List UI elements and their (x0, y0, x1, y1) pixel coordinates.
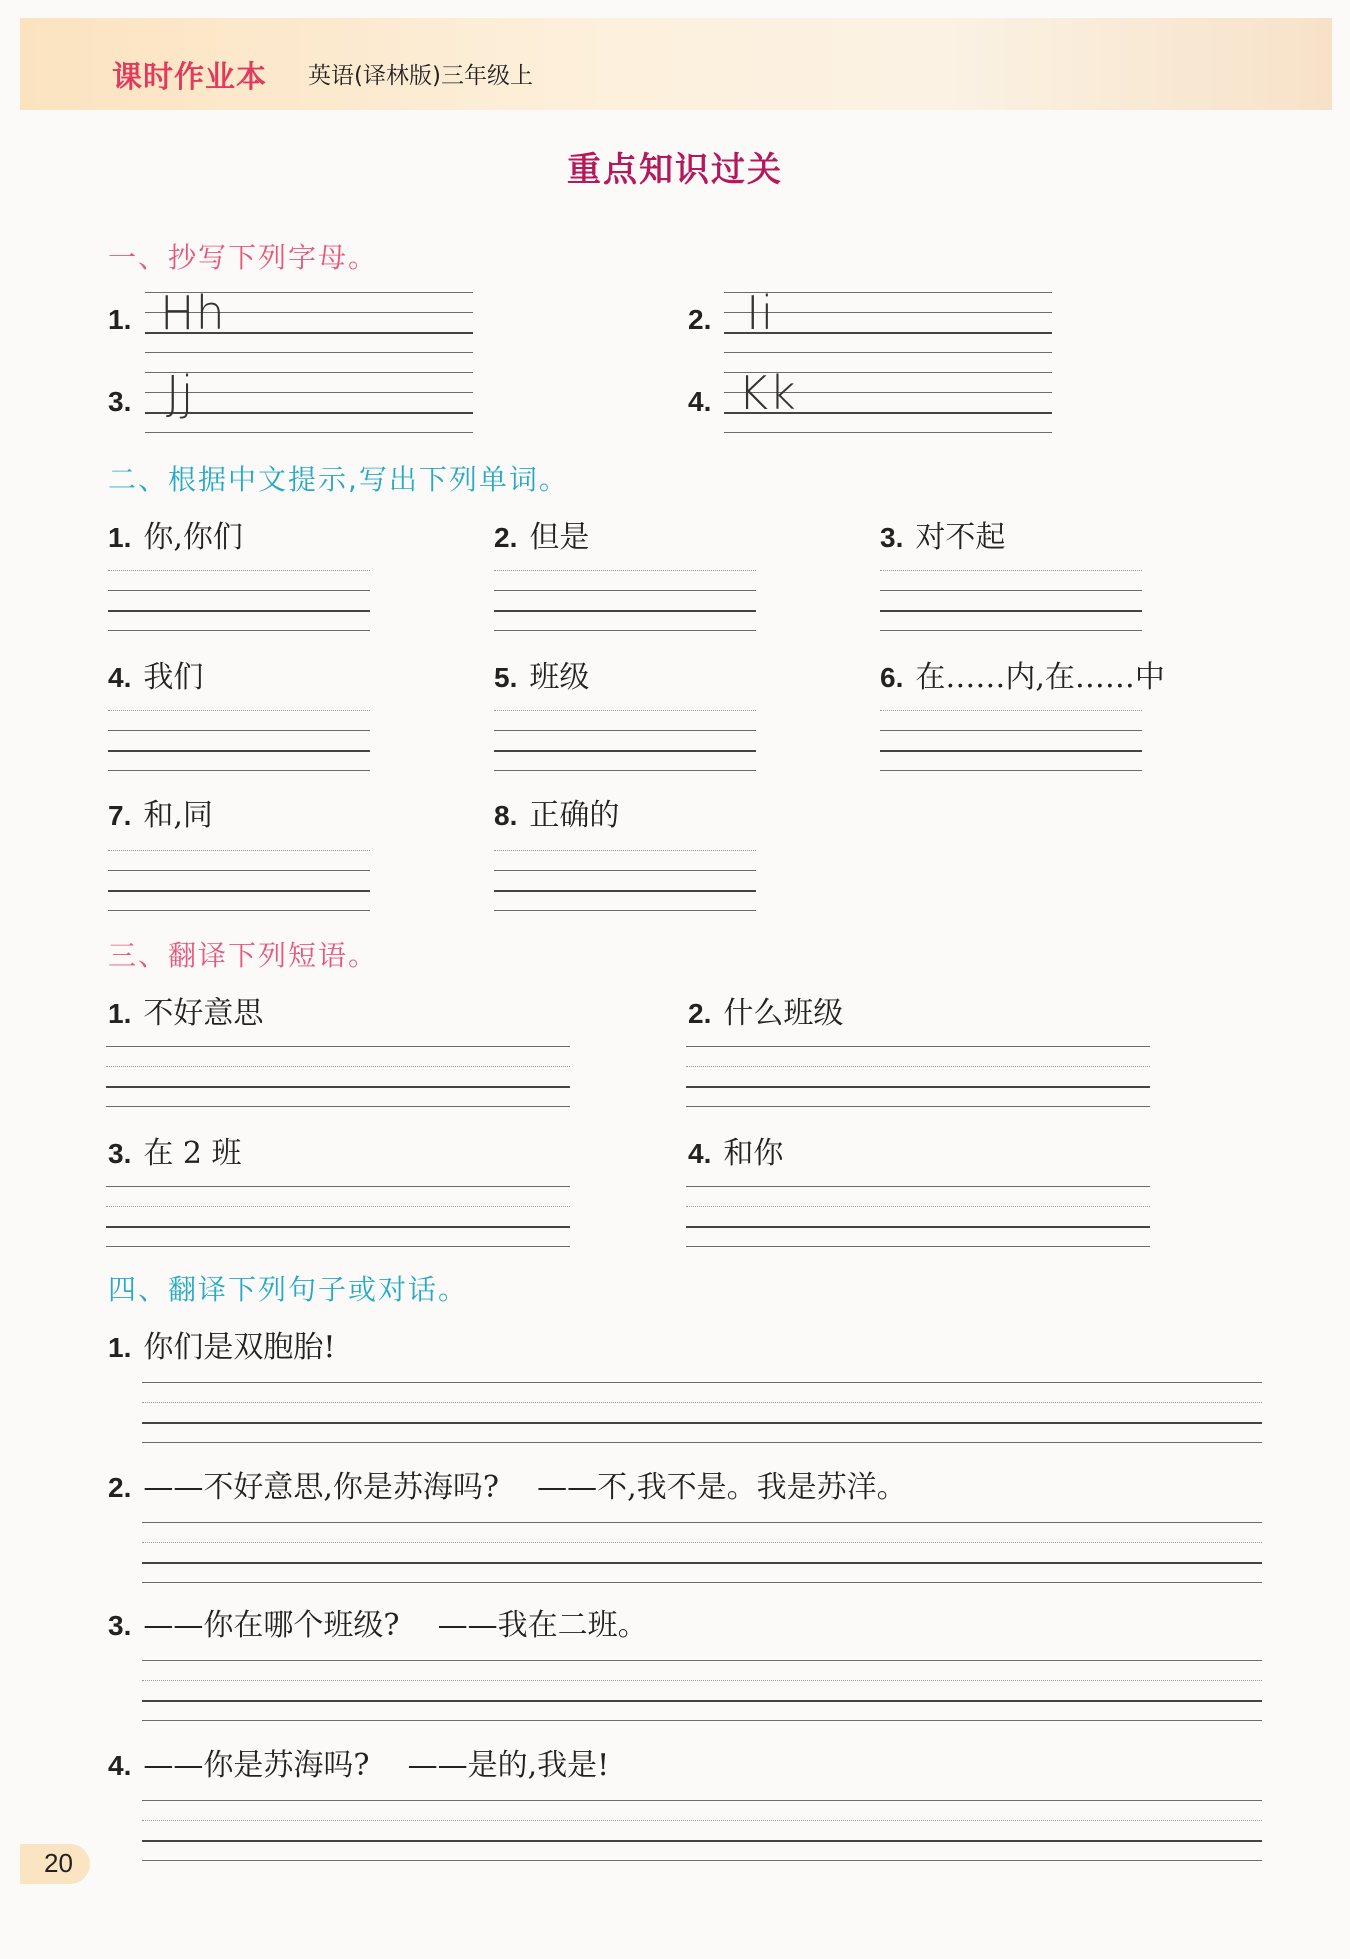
item-prompt: 正确的 (529, 798, 620, 833)
s2-answer-lines-3[interactable] (880, 570, 1142, 630)
s4-item-3 (108, 1600, 648, 1644)
s1-letter-sample-1: Hh (160, 286, 226, 340)
s3-answer-lines-1[interactable] (106, 1046, 570, 1106)
item-prompt: 和你 (723, 1136, 784, 1171)
item-number: 1. (108, 998, 132, 1029)
item-number: 4. (108, 662, 132, 693)
item-prompt: 我们 (143, 660, 204, 695)
s4-answer-lines-2[interactable] (142, 1522, 1262, 1582)
page-number: 20 (44, 1848, 73, 1878)
s2-item-4 (108, 652, 203, 696)
s2-answer-lines-2[interactable] (494, 570, 756, 630)
item-prompt: 在……内,在……中 (915, 660, 1165, 695)
book-title: 英语(译林版)三年级上 (308, 63, 533, 89)
s2-answer-lines-8[interactable] (494, 850, 756, 910)
item-prompt: 什么班级 (723, 996, 844, 1031)
s1-item-1 (108, 302, 143, 337)
s2-answer-lines-7[interactable] (108, 850, 370, 910)
item-number: 1. (108, 304, 132, 335)
s3-item-2 (688, 988, 843, 1032)
section2-heading: 二、根据中文提示,写出下列单词。 (108, 463, 569, 496)
item-number: 2. (688, 304, 712, 335)
s3-item-3 (108, 1128, 242, 1172)
s4-item-4 (108, 1740, 609, 1784)
s3-item-1 (108, 988, 263, 1032)
s1-letter-sample-3: Jj (166, 366, 195, 420)
item-prompt: 你们是双胞胎! (143, 1330, 336, 1365)
s4-answer-lines-3[interactable] (142, 1660, 1262, 1720)
item-number: 6. (880, 662, 904, 693)
item-prompt: ——你在哪个班级? ——我在二班。 (143, 1608, 648, 1643)
s1-letter-sample-4: Kk (738, 366, 797, 420)
item-number: 2. (688, 998, 712, 1029)
s2-item-8 (494, 790, 619, 834)
s2-item-3 (880, 512, 1005, 556)
item-number: 4. (108, 1750, 132, 1781)
item-prompt: 对不起 (915, 520, 1006, 555)
s3-answer-lines-3[interactable] (106, 1186, 570, 1246)
item-prompt: ——不好意思,你是苏海吗? ——不,我不是。我是苏洋。 (143, 1470, 907, 1505)
item-number: 3. (108, 1610, 132, 1641)
item-prompt: ——你是苏海吗? ——是的,我是! (143, 1748, 610, 1783)
item-prompt: 你,你们 (143, 520, 243, 555)
s2-item-1 (108, 512, 243, 556)
item-prompt: 在 2 班 (143, 1136, 242, 1171)
s4-item-1 (108, 1322, 335, 1366)
s2-answer-lines-4[interactable] (108, 710, 370, 770)
s4-answer-lines-4[interactable] (142, 1800, 1262, 1860)
brand-title: 课时作业本 (112, 60, 267, 95)
item-prompt: 但是 (529, 520, 590, 555)
item-number: 2. (494, 522, 518, 553)
section3-heading: 三、翻译下列短语。 (108, 939, 379, 972)
s4-item-2 (108, 1462, 907, 1506)
section4-heading: 四、翻译下列句子或对话。 (108, 1273, 469, 1306)
s3-answer-lines-4[interactable] (686, 1186, 1150, 1246)
s1-letter-sample-2: Ii (746, 286, 775, 340)
item-number: 4. (688, 386, 712, 417)
item-number: 8. (494, 800, 518, 831)
s2-item-2 (494, 512, 589, 556)
item-prompt: 和,同 (143, 798, 213, 833)
item-number: 3. (880, 522, 904, 553)
page-title: 重点知识过关 (567, 150, 783, 190)
s2-item-5 (494, 652, 589, 696)
s4-answer-lines-1[interactable] (142, 1382, 1262, 1442)
item-prompt: 班级 (529, 660, 590, 695)
s1-item-4 (688, 384, 723, 419)
item-number: 1. (108, 1332, 132, 1363)
item-prompt: 不好意思 (143, 996, 264, 1031)
s1-item-2 (688, 302, 723, 337)
s2-answer-lines-6[interactable] (880, 710, 1142, 770)
section1-heading: 一、抄写下列字母。 (108, 241, 379, 274)
s1-item-3 (108, 384, 143, 419)
s2-item-7 (108, 790, 213, 834)
item-number: 1. (108, 522, 132, 553)
item-number: 5. (494, 662, 518, 693)
item-number: 7. (108, 800, 132, 831)
s2-item-6 (880, 652, 1165, 696)
item-number: 3. (108, 1138, 132, 1169)
s3-item-4 (688, 1128, 783, 1172)
item-number: 3. (108, 386, 132, 417)
item-number: 4. (688, 1138, 712, 1169)
item-number: 2. (108, 1472, 132, 1503)
s2-answer-lines-5[interactable] (494, 710, 756, 770)
s2-answer-lines-1[interactable] (108, 570, 370, 630)
s3-answer-lines-2[interactable] (686, 1046, 1150, 1106)
